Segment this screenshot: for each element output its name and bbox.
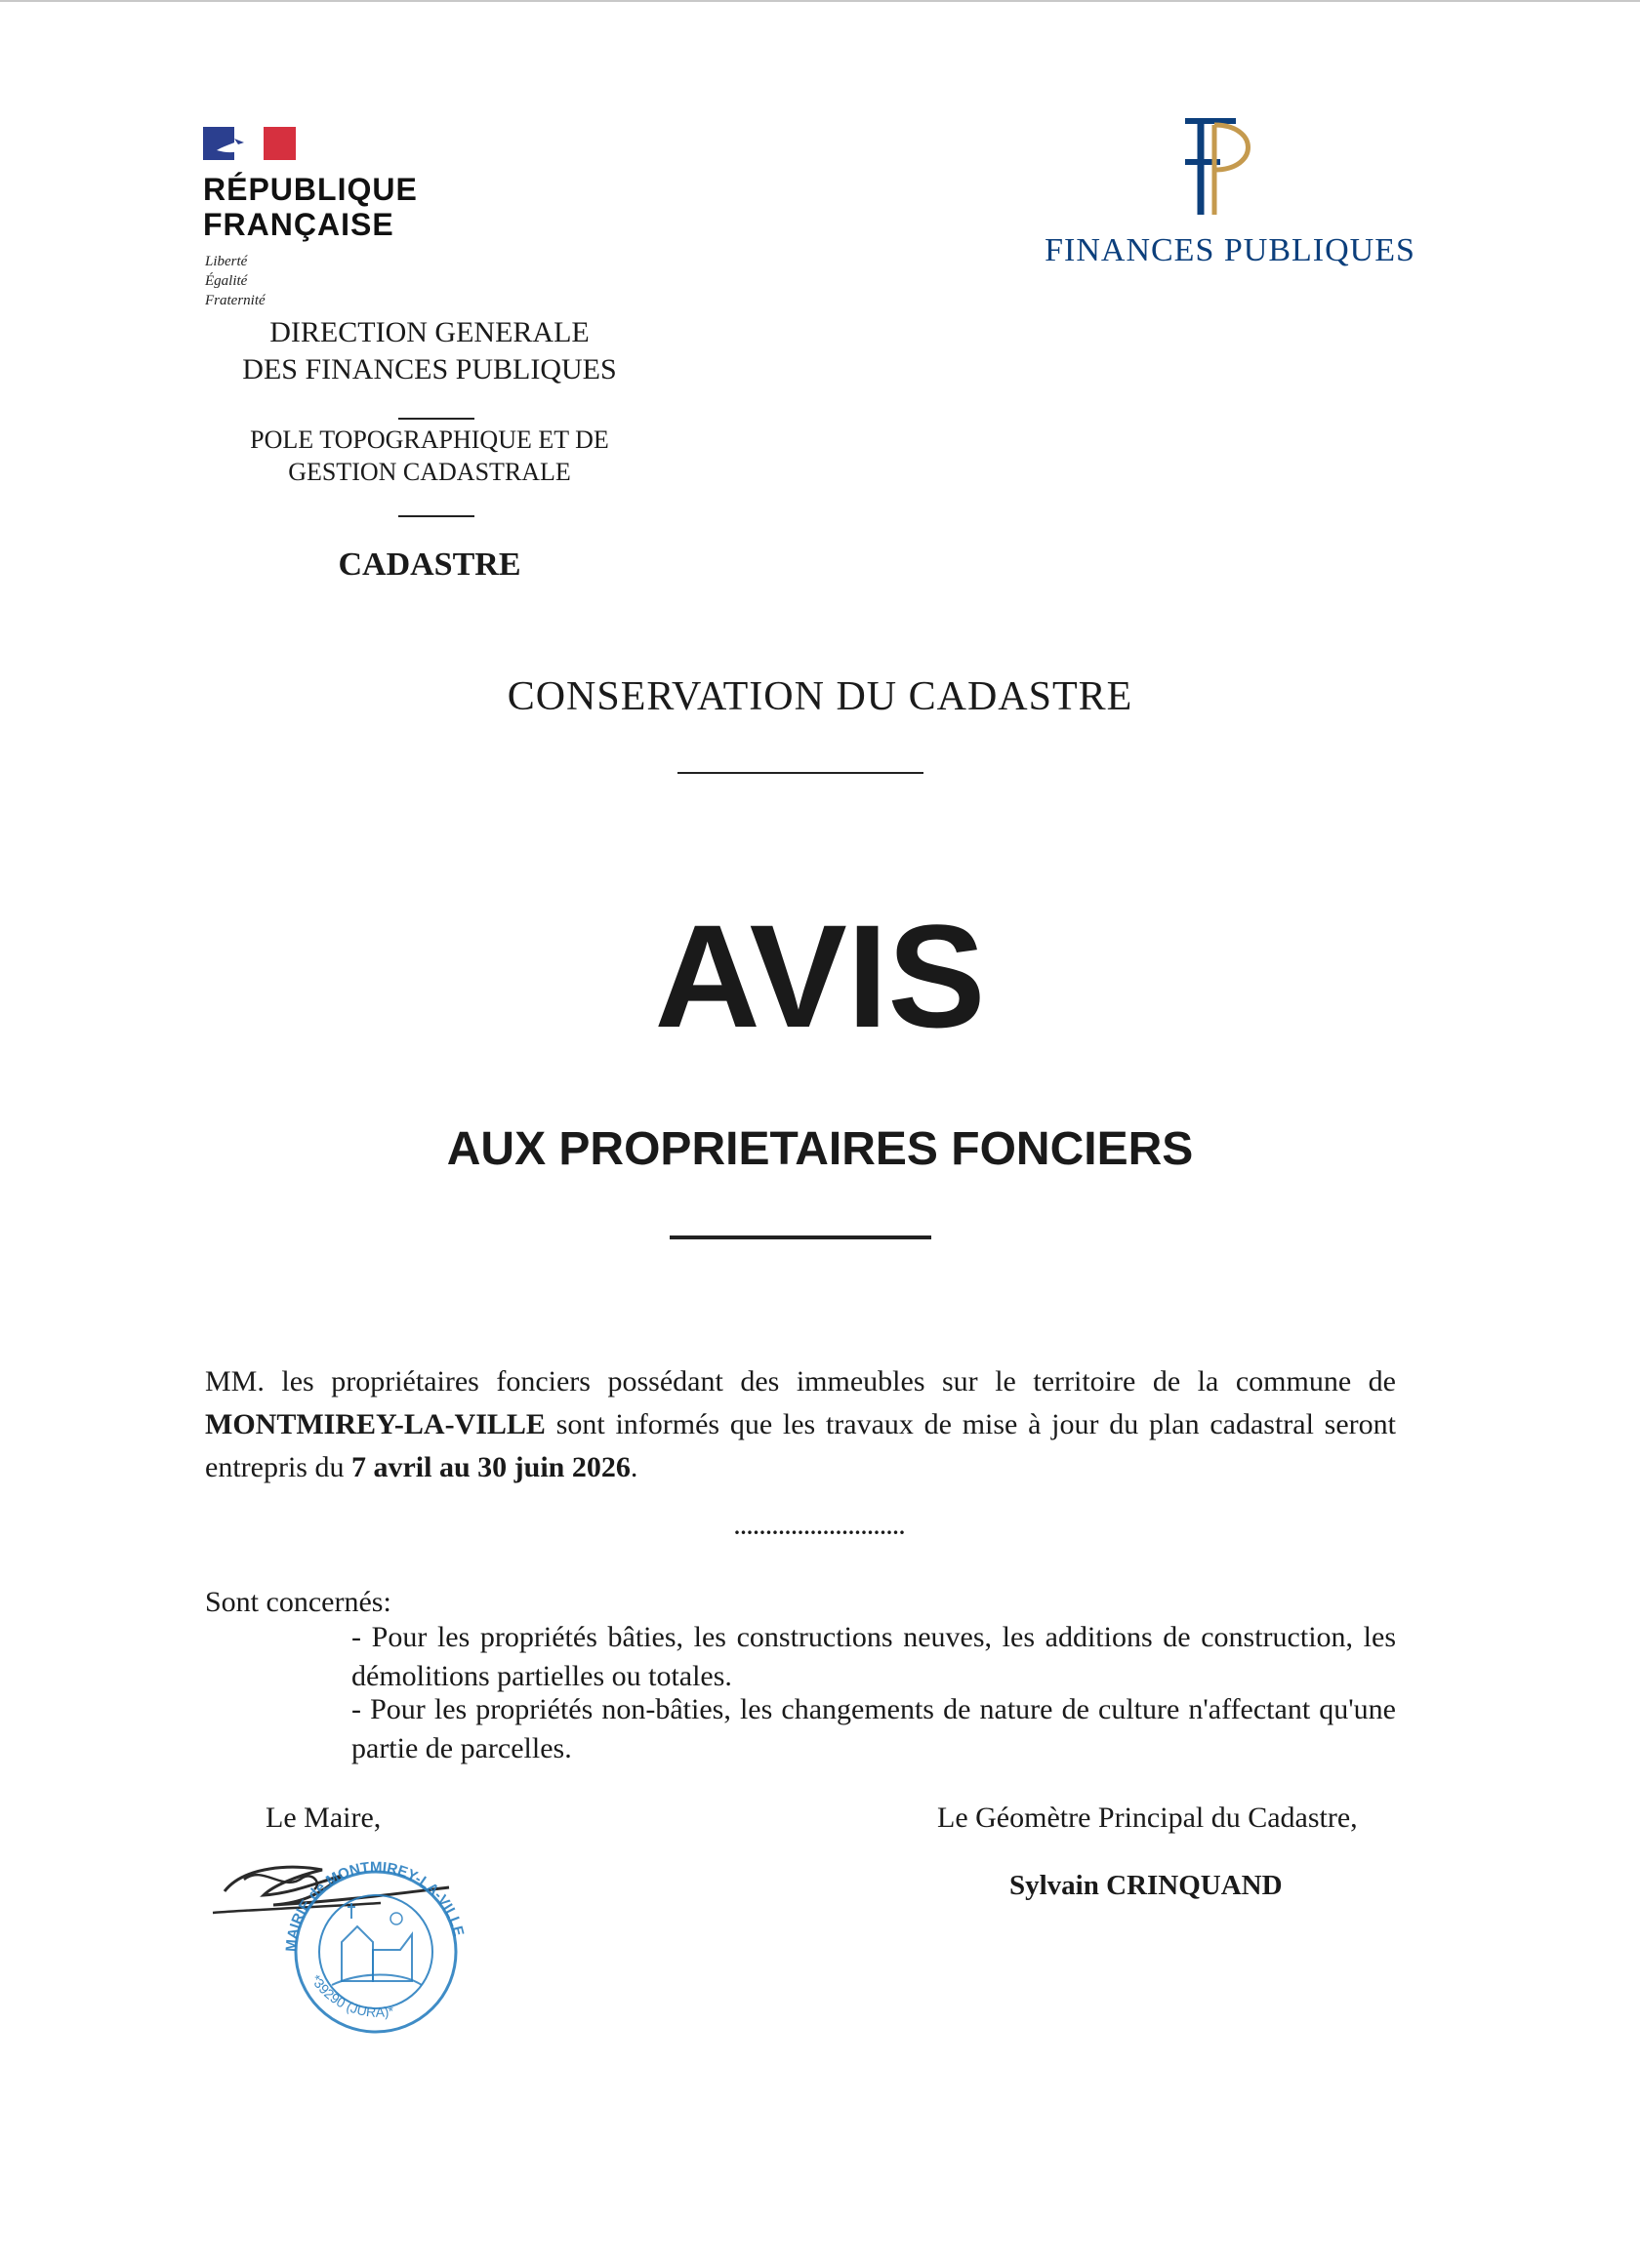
republic-name-line1: RÉPUBLIQUE — [203, 172, 418, 207]
date-range: 7 avril au 30 juin 2026 — [350, 1451, 631, 1483]
commune-name: MONTMIREY-LA-VILLE — [205, 1408, 546, 1440]
mayor-label: Le Maire, — [266, 1802, 382, 1834]
service-name: CADASTRE — [338, 547, 521, 583]
republic-name — [203, 172, 418, 242]
notice-paragraph — [205, 1360, 1396, 1489]
stamp-postcode: *39290 (JURA)* — [308, 1971, 395, 2020]
notice-audience: AUX PROPRIETAIRES FONCIERS — [446, 1123, 1194, 1175]
page-top-border — [0, 0, 1640, 2]
concern-title: Sont concernés: — [205, 1586, 391, 1618]
pole-line1: POLE TOPOGRAPHIQUE ET DE — [250, 425, 609, 454]
direction-line1: DIRECTION GENERALE — [269, 316, 590, 348]
paragraph-part1: MM. les propriétaires fonciers possédant des immeubles sur le territoire de la commune de — [205, 1365, 1396, 1397]
surveyor-name: Sylvain CRINQUAND — [1009, 1870, 1283, 1901]
motto-liberte: Liberté — [205, 254, 248, 269]
divider-4 — [670, 1235, 931, 1239]
direction-line2: DES FINANCES PUBLIQUES — [242, 353, 617, 385]
republic-name-line2: FRANÇAISE — [203, 207, 394, 242]
finances-publiques-brand: FINANCES PUBLIQUES — [1045, 232, 1415, 268]
pole-name — [195, 424, 664, 488]
motto-egalite: Égalité — [205, 273, 248, 289]
notice-title: AVIS — [654, 894, 986, 1058]
divider-1 — [398, 418, 474, 420]
marianne-flag-logo — [203, 127, 296, 160]
divider-3 — [677, 772, 923, 774]
motto-fraternite: Fraternité — [205, 293, 266, 308]
surveyor-label: Le Géomètre Principal du Cadastre, — [937, 1802, 1358, 1834]
concern-item-unbuilt: - Pour les propriétés non-bâties, les changements de nature de culture n'affectant qu'une partie de parcelles. — [351, 1693, 1396, 1764]
stamp-text: MAIRIE de MONTMIREY-LA-VILLE — [282, 1858, 468, 1953]
concern-item-built: - Pour les propriétés bâties, les constructions neuves, les additions de construction, les démolitions partielles ou totales. — [351, 1621, 1396, 1692]
direction-name — [195, 314, 664, 388]
republic-motto — [205, 252, 266, 310]
divider-2 — [398, 515, 474, 517]
paragraph-end: . — [630, 1451, 638, 1483]
pole-line2: GESTION CADASTRALE — [288, 458, 571, 486]
svg-text:*39290 (JURA)* — [308, 1972, 395, 2020]
notice-subtitle: CONSERVATION DU CADASTRE — [507, 674, 1133, 719]
finances-publiques-logo — [1171, 109, 1269, 226]
dotted-separator: ........................... — [734, 1515, 906, 1539]
paragraph-part2: sont informés que les travaux de mise à jour du plan cadastral seront entrepris du — [205, 1408, 1396, 1483]
mayor-signature-and-stamp — [205, 1825, 537, 2040]
